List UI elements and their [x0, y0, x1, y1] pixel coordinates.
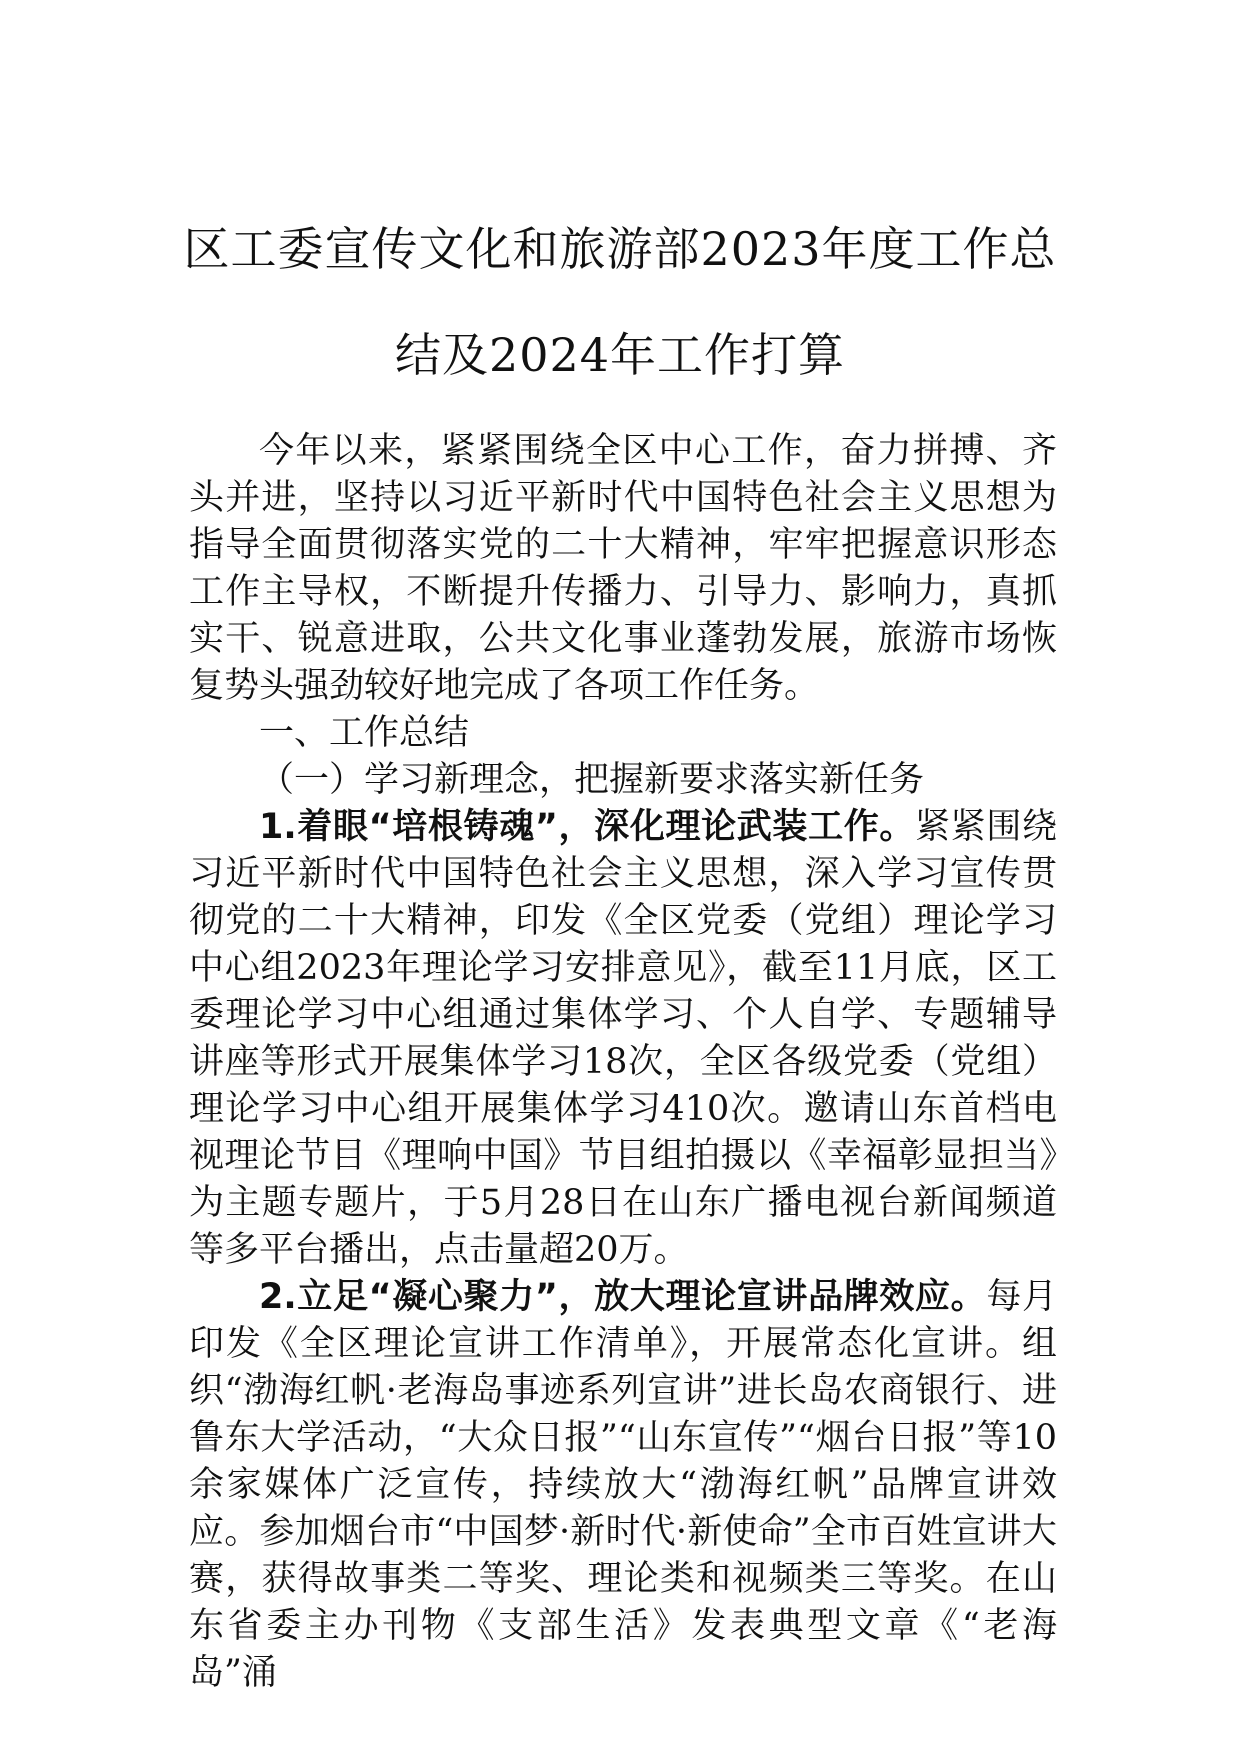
document-body: [189, 428, 1057, 1697]
intro-paragraph: 今年以来，紧紧围绕全区中心工作，奋力拼搏、齐头并进，坚持以习近平新时代中国特色社会主义思想为指导全面贯彻落实党的二十大精神，牢牢把握意识形态工作主导权，不断提升传播力、引导力、影响力，真抓实干、锐意进取，公共文化事业蓬勃发展，旅游市场恢复势头强劲较好地完成了各项工作任务。: [189, 431, 1057, 706]
section-heading: 一、工作总结: [259, 713, 470, 753]
item-2-lead: 2.立足“凝心聚力”，放大理论宣讲品牌效应。: [259, 1277, 987, 1317]
item-1-text: 紧紧围绕习近平新时代中国特色社会主义思想，深入学习宣传贯彻党的二十大精神，印发《全区党委（党组）理论学习中心组2023年理论学习安排意见》，截至11月底，区工委理论学习中心组通过集体学习、个人自学、专题辅导讲座等形式开展集体学习18次，全区各级党委（党组）理论学习中心组开展集体学习410次。邀请山东首档电视理论节目《理响中国》节目组拍摄以《幸福彰显担当》为主题专题片，于5月28日在山东广播电视台新闻频道等多平台播出，点击量超20万。: [189, 807, 1057, 1270]
item-1-lead: 1.着眼“培根铸魂”，深化理论武装工作。: [259, 807, 916, 847]
item-paragraph-2: [189, 1274, 1057, 1697]
title-line-1: 区工委宣传文化和旅游部2023年度工作总: [183, 222, 1057, 276]
subsection-heading: （一）学习新理念，把握新要求落实新任务: [259, 760, 925, 800]
item-paragraph-1: [189, 804, 1057, 1274]
item-2-text: 每月印发《全区理论宣讲工作清单》，开展常态化宣讲。组织“渤海红帆·老海岛事迹系列宣讲”进长岛农商银行、进鲁东大学活动，“大众日报”“山东宣传”“烟台日报”等10余家媒体广泛宣传，持续放大“渤海红帆”品牌宣讲效应。参加烟台市“中国梦·新时代·新使命”全市百姓宣讲大赛，获得故事类二等奖、理论类和视频类三等奖。在山东省委主办刊物《支部生活》发表典型文章《“老海岛”涌: [189, 1277, 1057, 1693]
document-title: [150, 196, 1090, 408]
title-line-2: 结及2024年工作打算: [394, 328, 846, 382]
